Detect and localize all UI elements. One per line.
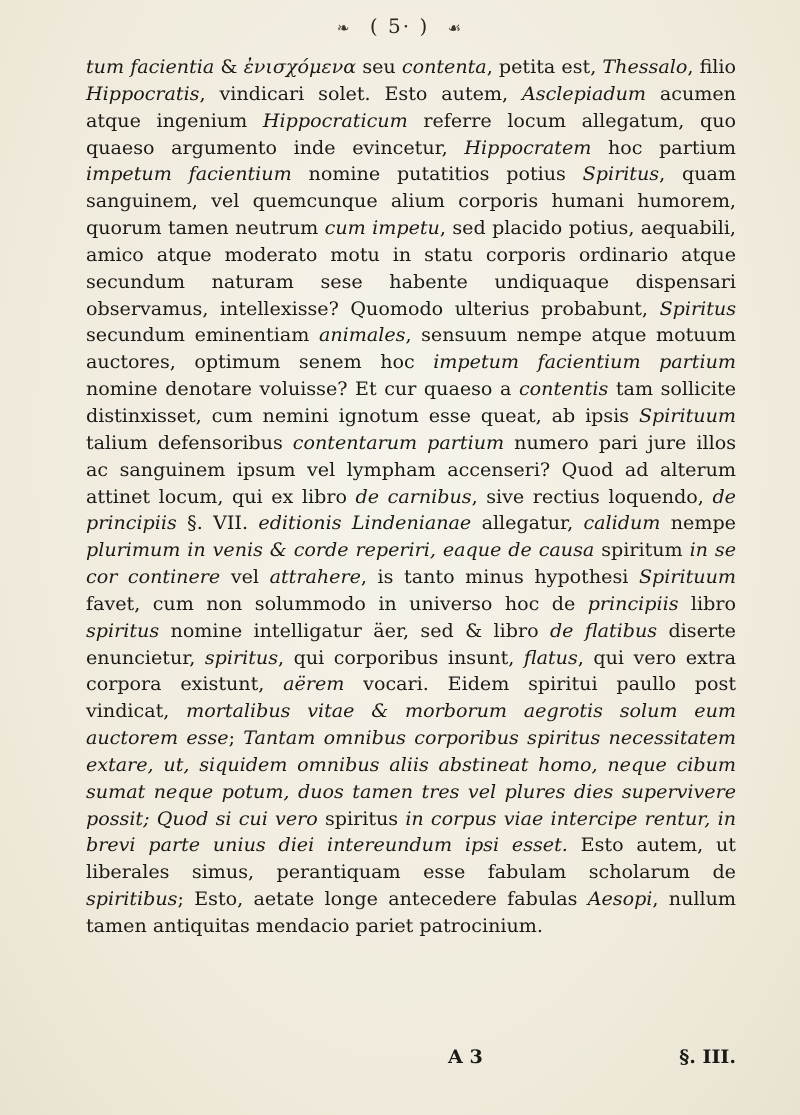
italic-text-segment: de carnibus	[355, 484, 472, 508]
italic-text-segment: Aesopi	[587, 887, 653, 911]
italic-text-segment: spiritus	[86, 618, 160, 642]
italic-text-segment: principiis	[587, 591, 679, 615]
fleuron-right-icon: ☙	[447, 18, 464, 37]
text-segment: , vindicari solet. Esto autem,	[199, 81, 522, 105]
text-segment: ; Esto, aetate longe antecedere fabulas	[177, 887, 588, 911]
signature-mark: A 3	[448, 1045, 483, 1068]
italic-text-segment: Hippocraticum	[262, 108, 408, 132]
italic-text-segment: Spiritus	[659, 296, 736, 320]
catchword: §. III.	[679, 1045, 736, 1068]
text-segment: , sive rectius loquendo,	[471, 484, 713, 508]
text-segment: spiritum	[594, 538, 690, 562]
italic-text-segment: calidum	[583, 511, 661, 535]
italic-text-segment: Spiritus	[582, 162, 660, 186]
italic-text-segment: Spirituum	[638, 403, 736, 427]
text-segment: , nullum tamen antiquitas mendacio pariet patrocinium.	[86, 887, 736, 937]
text-segment: talium defensoribus	[86, 430, 293, 454]
fleuron-left-icon: ❧	[336, 18, 352, 37]
text-segment: nomine putatitios potius	[291, 162, 583, 186]
italic-text-segment: Tantam omnibus corporibus spiritus necessitatem extare, ut, siquidem omnibus aliis abstineat homo, neque cibum sumat neque potum, duos tamen tres vel plures dies supervivere possit; Quod si cui vero	[86, 726, 736, 830]
italic-text-segment: Thessalo	[602, 55, 688, 78]
italic-text-segment: de principiis	[86, 484, 736, 535]
text-segment: ;	[228, 726, 244, 750]
italic-text-segment: editionis Lindenianae	[258, 511, 472, 535]
italic-text-segment: flatus	[523, 645, 578, 669]
text-segment: diserte enuncietur,	[86, 618, 736, 669]
text-segment: §. VII.	[176, 511, 259, 535]
italic-text-segment: animales	[318, 323, 406, 347]
italic-text-segment: attrahere	[269, 565, 361, 589]
text-segment: , filio	[687, 55, 737, 78]
body-text	[86, 54, 736, 940]
text-segment: acumen atque ingenium	[86, 81, 736, 132]
page-header	[0, 14, 800, 38]
text-segment: spiritus	[317, 806, 406, 830]
text-segment: hoc partium	[591, 135, 737, 159]
text-segment: &	[214, 55, 244, 78]
page-footer	[86, 1043, 736, 1071]
text-segment: secundum eminentiam	[86, 323, 319, 347]
text-segment: , sed placido potius, aequabili, amico atque moderato motu in statu corporis ordinario atque secundum naturam sese habente undiquaque dispensari observamus, intellexisse? Quomodo ulterius probabunt,	[86, 216, 736, 320]
italic-text-segment: Spirituum	[638, 565, 736, 589]
italic-text-segment: mortalibus vitae & morborum aegrotis solum eum auctorem esse	[86, 699, 736, 750]
text-segment: vel	[220, 565, 270, 589]
italic-text-segment: cum impetu	[324, 216, 440, 240]
text-segment: , qui corporibus insunt,	[278, 645, 524, 669]
text-segment: favet, cum non solummodo in universo hoc de	[86, 591, 588, 615]
italic-text-segment: tum facientia	[86, 55, 215, 78]
italic-text-segment: ἐνισχόμενα	[243, 55, 357, 78]
text-segment: allegatur,	[471, 511, 584, 535]
text-segment: , is tanto minus hypothesi	[360, 565, 639, 589]
italic-text-segment: Asclepiadum	[521, 81, 647, 105]
text-segment: , quam sanguinem, vel quemcunque alium corporis humani humorem, quorum tamen neutrum	[86, 162, 736, 240]
italic-text-segment: impetum facientium	[86, 162, 292, 186]
page-number: ( 5· )	[369, 14, 430, 38]
text-segment: nomine denotare voluisse? Et cur quaeso a	[86, 377, 519, 401]
text-segment: , petita est,	[486, 55, 603, 78]
text-segment: nomine intelligatur äer, sed & libro	[159, 618, 550, 642]
italic-text-segment: contentarum partium	[292, 430, 505, 454]
text-segment: nempe	[660, 511, 736, 535]
italic-text-segment: contentis	[518, 377, 609, 401]
italic-text-segment: contenta	[401, 55, 487, 78]
text-segment: numero pari jure illos ac sanguinem ipsum vel lympham accenseri? Quod ad alterum attinet locum, qui ex libro	[86, 430, 737, 508]
text-segment: tam sollicite distinxisset, cum nemini ignotum esse queat, ab ipsis	[86, 377, 737, 427]
text-segment: , qui vero extra corpora existunt,	[86, 645, 736, 696]
italic-text-segment: in se cor continere	[86, 538, 736, 589]
italic-text-segment: aërem	[283, 672, 345, 696]
body-paragraph	[86, 54, 736, 940]
text-segment: libro	[678, 591, 736, 615]
italic-text-segment: Hippocratem	[464, 135, 592, 159]
italic-text-segment: impetum facientium partium	[433, 350, 736, 374]
italic-text-segment: in corpus viae intercipe rentur, in brevi parte unius diei intereundum ipsi esset.	[86, 806, 736, 857]
italic-text-segment: spiritus	[204, 645, 279, 669]
italic-text-segment: de flatibus	[549, 618, 658, 642]
italic-text-segment: Hippocratis	[86, 81, 200, 105]
text-segment: , sensuum nempe atque motuum auctores, optimum senem hoc	[86, 323, 736, 374]
text-segment: referre locum allegatum, quo quaeso argumento inde evincetur,	[86, 108, 736, 159]
italic-text-segment: spiritibus	[86, 887, 178, 911]
text-segment: seu	[356, 55, 402, 78]
text-segment: vocari. Eidem spiritui paullo post vindicat,	[86, 672, 736, 723]
italic-text-segment: plurimum in venis & corde reperiri, eaque de causa	[86, 538, 595, 562]
text-segment: Esto autem, ut liberales simus, perantiquam esse fabulam scholarum de	[86, 833, 736, 884]
